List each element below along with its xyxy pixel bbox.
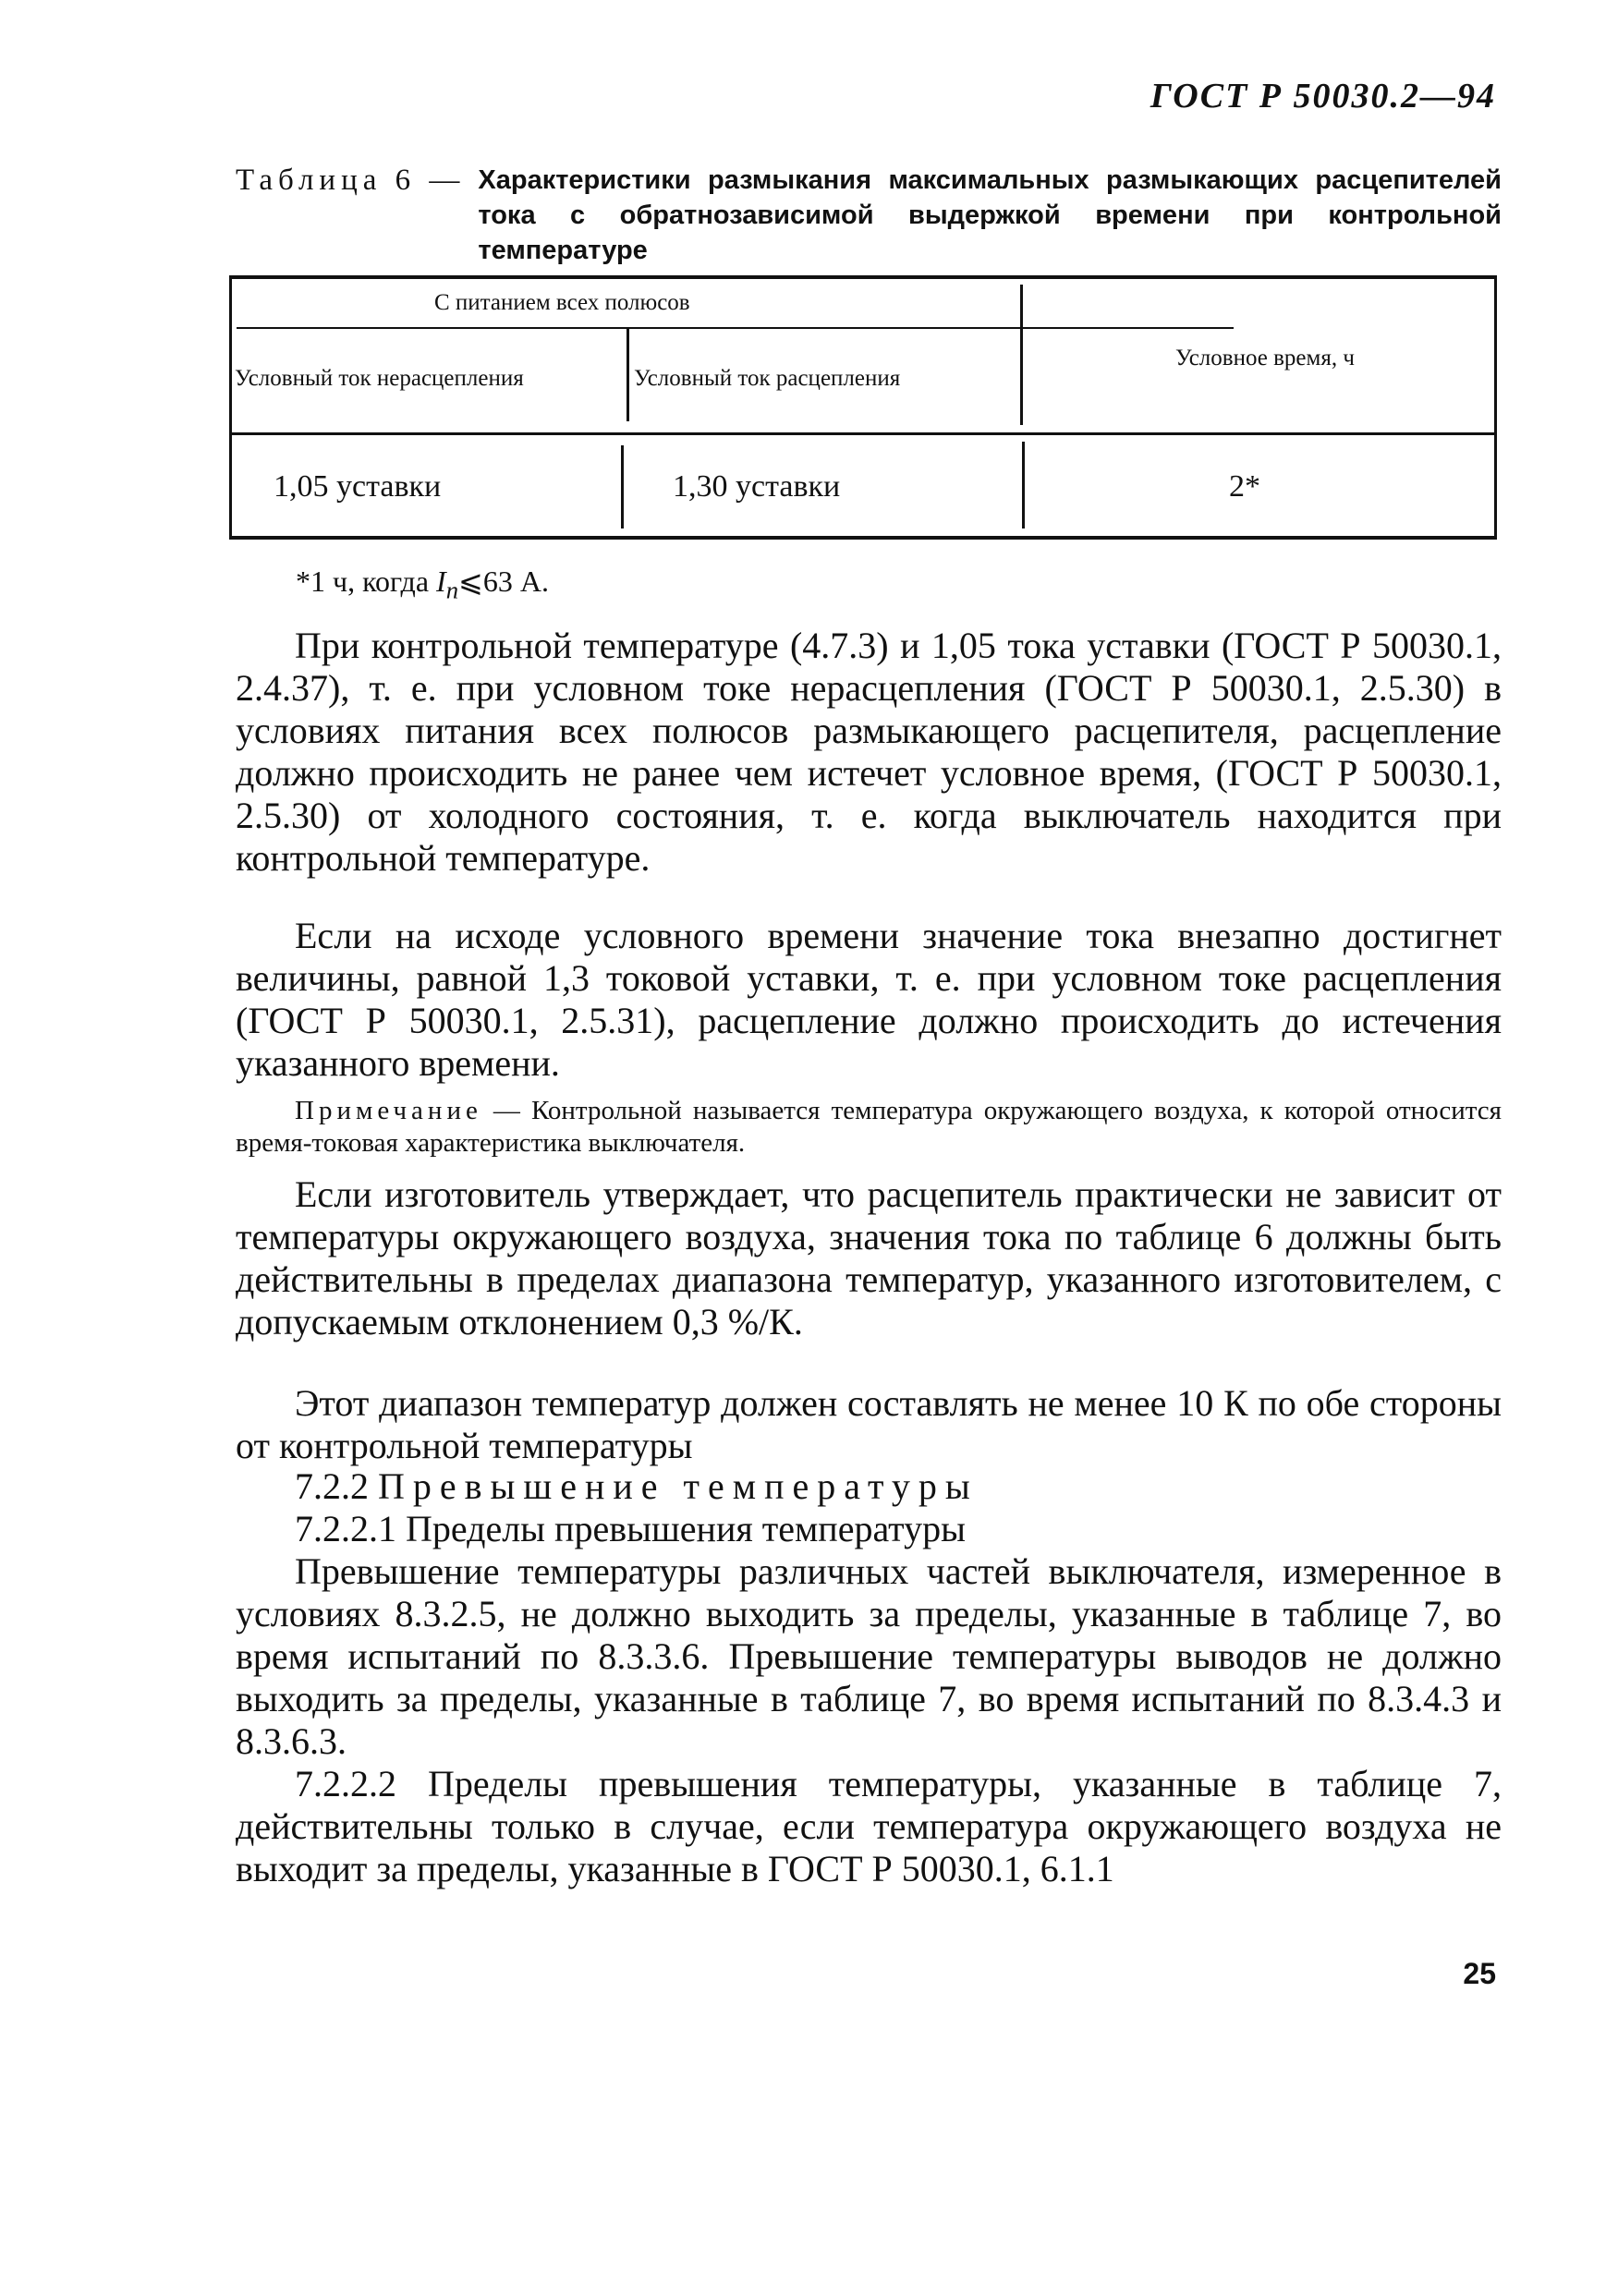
table-header-rule [229,432,1497,435]
col1-header-cell: Условный ток нерасцепления [235,366,524,391]
paragraph-3-text: Если изготовитель утверждает, что расцепитель практически не зависит от температуры окружающего воздуха, значения тока по таблице 6 должны быть действительны в пределах диапазона температур, указанного изготовителем, с допускаемым отклонением 0,3 %/К. [236,1173,1502,1342]
table-label: Таблица 6 — [236,164,466,197]
col2-header-cell: Условный ток расцепления [634,366,901,391]
characteristics-table [229,275,1497,540]
paragraph-1-text: При контрольной температуре (4.7.3) и 1,05 тока уставки (ГОСТ Р 50030.1, 2.4.37), т. е. при условном токе нерасцепления (ГОСТ Р 50030.1, 2.5.30) в условиях питания всех полюсов размыкающего расцепителя, расцепление должно происходить не ранее чем истечет условное время, (ГОСТ Р 50030.1, 2.5.30) от холодного состояния, т. е. когда выключатель находится при контрольной температуре. [236,625,1502,879]
table-top-rule [229,275,1497,279]
table-footnote [296,564,549,604]
paragraph-6 [236,1763,1502,1890]
note-text: — Контрольной называется температура окружающего воздуха, к которой относится время-токовая характеристика выключателя. [236,1096,1502,1158]
paragraph-1 [236,625,1502,880]
row1-col2-cell: 1,30 уставки [673,469,841,504]
paragraph-3 [236,1173,1502,1343]
table-title [236,163,1502,268]
table-right-border [1494,279,1497,536]
paragraph-4-text: Этот диапазон температур должен составлять не менее 10 К по обе стороны от контрольной температуры [236,1382,1502,1466]
heading-number: 7.2.2 [295,1465,378,1507]
column-divider-1 [627,329,629,421]
footnote-subscript: n [445,576,459,604]
note [236,1095,1502,1160]
column-divider-2 [1020,285,1023,425]
footnote-symbol: I [436,565,446,598]
page-number: 25 [1463,1957,1496,1990]
note-label: Примечание [295,1096,482,1125]
table-caption: Характеристики размыкания максимальных размыкающих расцепителей тока с обратнозависимой выдержкой времени при контрольной температуре [478,165,1502,265]
table-bottom-rule [229,536,1497,540]
table-left-border [229,279,232,536]
paragraph-2 [236,915,1502,1085]
footnote-prefix: *1 ч, когда [296,565,437,598]
group-header-cell: С питанием всех полюсов [434,290,690,315]
row1-col1-cell: 1,05 уставки [274,469,442,504]
subheading-text: 7.2.2.1 Пределы превышения температуры [295,1508,966,1549]
paragraph-5-text: Превышение температуры различных частей выключателя, измеренное в условиях 8.3.2.5, не должно выходить за пределы, указанные в таблице 7, во время испытаний по 8.3.3.6. Превышение температуры выводов не должно выходить за пределы, указанные в таблице 7, во время испытаний по 8.3.4.3 и 8.3.6.3. [236,1550,1502,1762]
row1-col3-cell: 2* [1229,469,1260,504]
column-divider-2-lower [1022,442,1025,528]
paragraph-6-text: 7.2.2.2 Пределы превышения температуры, указанные в таблице 7, действительны только в случае, если температура окружающего воздуха не выходит за пределы, указанные в ГОСТ Р 50030.1, 6.1.1 [236,1763,1502,1889]
document-code: ГОСТ Р 50030.2—94 [1150,77,1496,115]
col3-header-cell: Условное время, ч [1175,346,1355,371]
heading-text: Превышение температуры [378,1465,979,1507]
section-heading-7-2-2 [236,1465,1502,1508]
subsection-heading-7-2-2-1 [236,1508,1502,1550]
paragraph-4 [236,1382,1502,1467]
group-header-rule [237,327,1234,329]
footnote-suffix: ⩽63 А. [458,565,549,598]
paragraph-2-text: Если на исходе условного времени значение тока внезапно достигнет величины, равной 1,3 токовой уставки, т. е. при условном токе расцепления (ГОСТ Р 50030.1, 2.5.31), расцепление должно происходить до истечения указанного времени. [236,915,1502,1084]
column-divider-1-lower [621,445,624,528]
paragraph-5 [236,1550,1502,1763]
